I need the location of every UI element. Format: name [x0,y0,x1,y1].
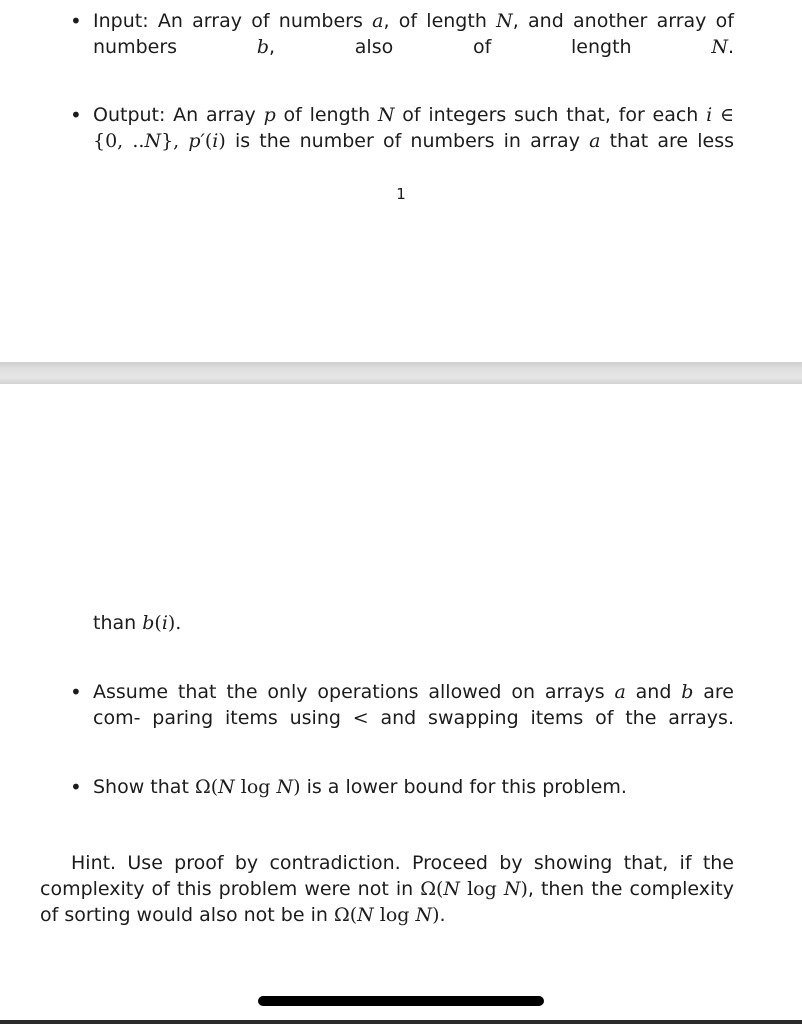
assume-text-4: and swapping items of the arrays. [368,707,734,729]
math-b: b [681,681,694,703]
math-p: p [263,104,276,126]
math-set-close: }, [161,130,189,152]
assume-text-3: are com- paring items using [93,681,734,729]
math-paren: ) [520,878,528,900]
hint-text-1: Hint. Use proof by contradiction. Proceed by showing that, if the complexity of this problem were not in [40,852,734,900]
math-i: i [212,130,219,152]
output-label: Output: [93,104,166,126]
math-paren: ) [218,130,226,152]
math-a: a [614,681,626,703]
input-text-5: . [727,36,735,58]
math-N: N [711,36,728,58]
screen-bottom-edge [0,1020,802,1024]
math-b: b [256,36,269,58]
math-omega: Ω( [194,776,219,798]
output-text-5: that are less [600,130,734,152]
output-text-1: An array [165,104,264,126]
math-paren: ( [204,130,213,152]
bullet-dot: • [70,680,82,704]
math-N: N [377,104,395,126]
math-N: N [415,904,433,926]
math-paren: ) [432,904,440,926]
math-paren: ( [154,612,162,634]
math-omega: Ω( [420,878,444,900]
input-label: Input: [93,10,149,32]
math-b: b [142,612,155,634]
cont-text: than [93,612,143,634]
input-text-1: An array of numbers [148,10,373,32]
continuation-text [93,610,181,636]
show-text [93,774,734,800]
pdf-page-1 [0,0,802,362]
math-N: N [144,130,162,152]
math-a: a [372,10,384,32]
input-text [93,8,734,86]
output-text-3: of integers such that, for each [394,104,707,126]
math-i: i [161,612,168,634]
output-text-2: of length [275,104,378,126]
math-N: N [218,776,235,798]
assume-text [93,679,734,757]
show-text-2: is a lower bound for this problem. [300,776,627,798]
math-N: N [503,878,521,900]
hint-paragraph [40,850,734,928]
math-N: N [276,776,294,798]
math-paren: ) [293,776,301,798]
bullet-dot: • [70,775,82,799]
hint-text-2: , then the complexity of sorting would also not be in [40,878,734,926]
math-N: N [357,904,374,926]
math-set: ∈ {0, .. [93,104,735,152]
math-less-than: < [352,707,369,729]
math-omega: Ω( [333,904,358,926]
math-log: log [234,776,277,798]
hint-text-3: . [439,904,446,926]
show-text-1: Show that [93,776,195,798]
input-text-2: , of length [383,10,497,32]
math-N: N [443,878,461,900]
page-number: 1 [396,185,406,203]
math-paren: ). [167,612,182,634]
input-text-4: , also of length [268,36,712,58]
output-text [93,102,734,180]
bullet-dot: • [70,9,82,33]
math-N: N [496,10,513,32]
input-text-3: , and another array of numbers [93,10,734,58]
output-text-4: is the number of numbers in array [225,130,590,152]
home-indicator[interactable] [258,996,544,1006]
math-i: i [706,104,713,126]
math-log: log [373,904,416,926]
page-separator [0,362,802,384]
math-p-prime: p′ [188,130,205,152]
math-log: log [460,878,504,900]
bullet-dot: • [70,103,82,127]
assume-text-2: and [625,681,682,703]
math-a: a [589,130,601,152]
assume-text-1: Assume that the only operations allowed on arrays [93,681,615,703]
